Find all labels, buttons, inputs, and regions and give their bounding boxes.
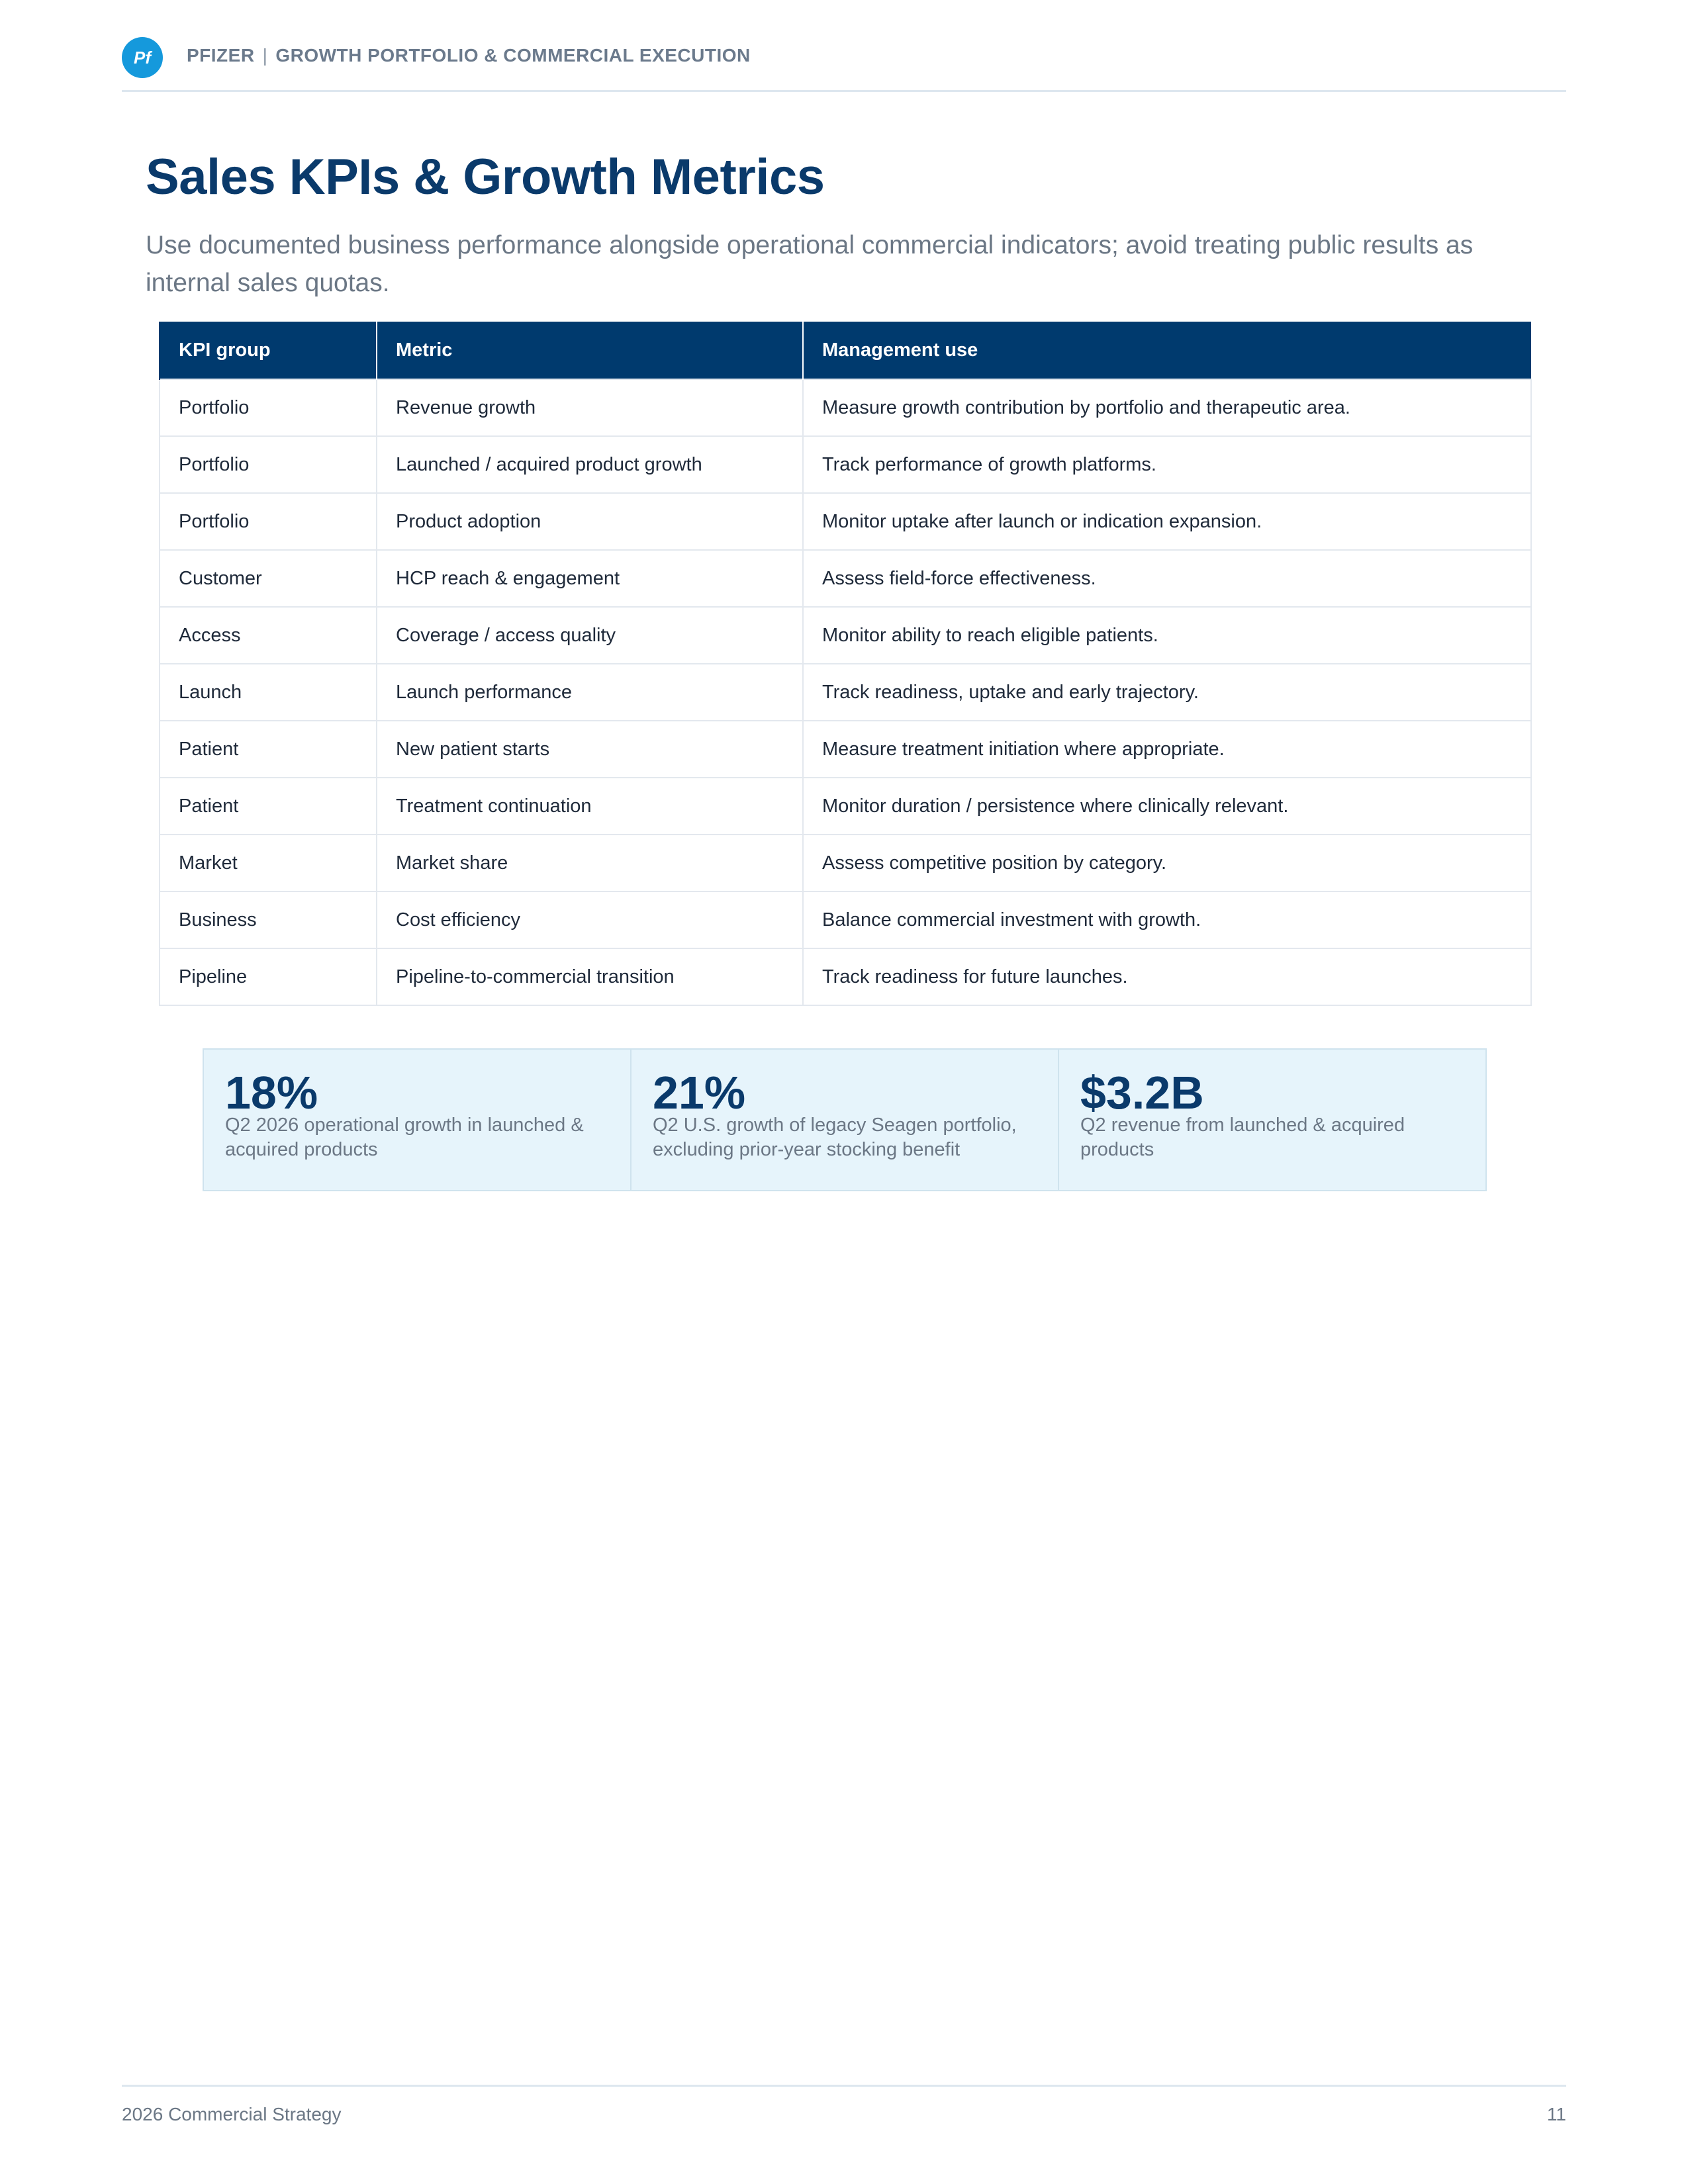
header-title — [187, 45, 751, 66]
cell-metric: Revenue growth — [377, 379, 803, 436]
cell-metric: Launched / acquired product growth — [377, 436, 803, 493]
cell-kpi-group: Patient — [160, 721, 377, 778]
table-row — [160, 891, 1531, 948]
kpi-table — [159, 322, 1532, 1006]
cell-metric: Coverage / access quality — [377, 607, 803, 664]
cell-management-use: Assess field-force effectiveness. — [803, 550, 1531, 607]
cell-kpi-group: Market — [160, 835, 377, 891]
table-row — [160, 778, 1531, 835]
cell-kpi-group: Business — [160, 891, 377, 948]
stat-value: 21% — [653, 1067, 746, 1118]
page-number: 11 — [1546, 2104, 1566, 2124]
cell-metric: Market share — [377, 835, 803, 891]
stats-panel — [203, 1048, 1487, 1191]
cell-management-use: Track performance of growth platforms. — [803, 436, 1531, 493]
cell-metric: Launch performance — [377, 664, 803, 721]
header-separator: | — [262, 45, 268, 66]
cell-kpi-group: Access — [160, 607, 377, 664]
page-subtitle: Use documented business performance alongside operational commercial indicators; avoid treating public results as internal sales quotas. — [146, 231, 1474, 297]
stat-value: $3.2B — [1080, 1067, 1204, 1118]
stat-card — [1058, 1050, 1485, 1190]
page-footer — [122, 2085, 1566, 2125]
cell-management-use: Monitor duration / persistence where clinically relevant. — [803, 778, 1531, 835]
table-row — [160, 550, 1531, 607]
cell-metric: Product adoption — [377, 493, 803, 550]
table-header-row — [160, 322, 1531, 379]
stat-card — [204, 1050, 630, 1190]
cell-kpi-group: Portfolio — [160, 493, 377, 550]
stat-label: Q2 revenue from launched & acquired products — [1080, 1115, 1405, 1160]
cell-kpi-group: Portfolio — [160, 436, 377, 493]
cell-management-use: Track readiness for future launches. — [803, 948, 1531, 1005]
cell-kpi-group: Pipeline — [160, 948, 377, 1005]
cell-management-use: Monitor uptake after launch or indication expansion. — [803, 493, 1531, 550]
cell-management-use: Measure treatment initiation where appropriate. — [803, 721, 1531, 778]
cell-kpi-group: Portfolio — [160, 379, 377, 436]
cell-metric: Cost efficiency — [377, 891, 803, 948]
cell-kpi-group: Launch — [160, 664, 377, 721]
table-row — [160, 436, 1531, 493]
stat-value: 18% — [225, 1067, 318, 1118]
cell-metric: Treatment continuation — [377, 778, 803, 835]
cell-management-use: Monitor ability to reach eligible patients. — [803, 607, 1531, 664]
table-row — [160, 835, 1531, 891]
table-row — [160, 493, 1531, 550]
cell-metric: Pipeline-to-commercial transition — [377, 948, 803, 1005]
cell-kpi-group: Customer — [160, 550, 377, 607]
table-row — [160, 607, 1531, 664]
stat-card — [630, 1050, 1058, 1190]
cell-metric: New patient starts — [377, 721, 803, 778]
cell-metric: HCP reach & engagement — [377, 550, 803, 607]
page-title: Sales KPIs & Growth Metrics — [146, 149, 825, 205]
cell-kpi-group: Patient — [160, 778, 377, 835]
table-row — [160, 379, 1531, 436]
footer-document-title: 2026 Commercial Strategy — [122, 2104, 342, 2124]
header-company: PFIZER — [187, 45, 255, 66]
pfizer-logo-icon: Pf — [122, 37, 163, 78]
cell-management-use: Balance commercial investment with growth. — [803, 891, 1531, 948]
stat-label: Q2 U.S. growth of legacy Seagen portfolio, excluding prior-year stocking benefit — [653, 1115, 1017, 1160]
table-row — [160, 664, 1531, 721]
stat-label: Q2 2026 operational growth in launched & acquired products — [225, 1115, 584, 1160]
table-row — [160, 721, 1531, 778]
cell-management-use: Measure growth contribution by portfolio and therapeutic area. — [803, 379, 1531, 436]
column-header-metric: Metric — [377, 322, 803, 379]
cell-management-use: Track readiness, uptake and early trajectory. — [803, 664, 1531, 721]
page-header — [122, 34, 1566, 92]
column-header-management-use: Management use — [803, 322, 1531, 379]
header-section: GROWTH PORTFOLIO & COMMERCIAL EXECUTION — [275, 45, 751, 66]
cell-management-use: Assess competitive position by category. — [803, 835, 1531, 891]
column-header-kpi-group: KPI group — [160, 322, 377, 379]
table-row — [160, 948, 1531, 1005]
